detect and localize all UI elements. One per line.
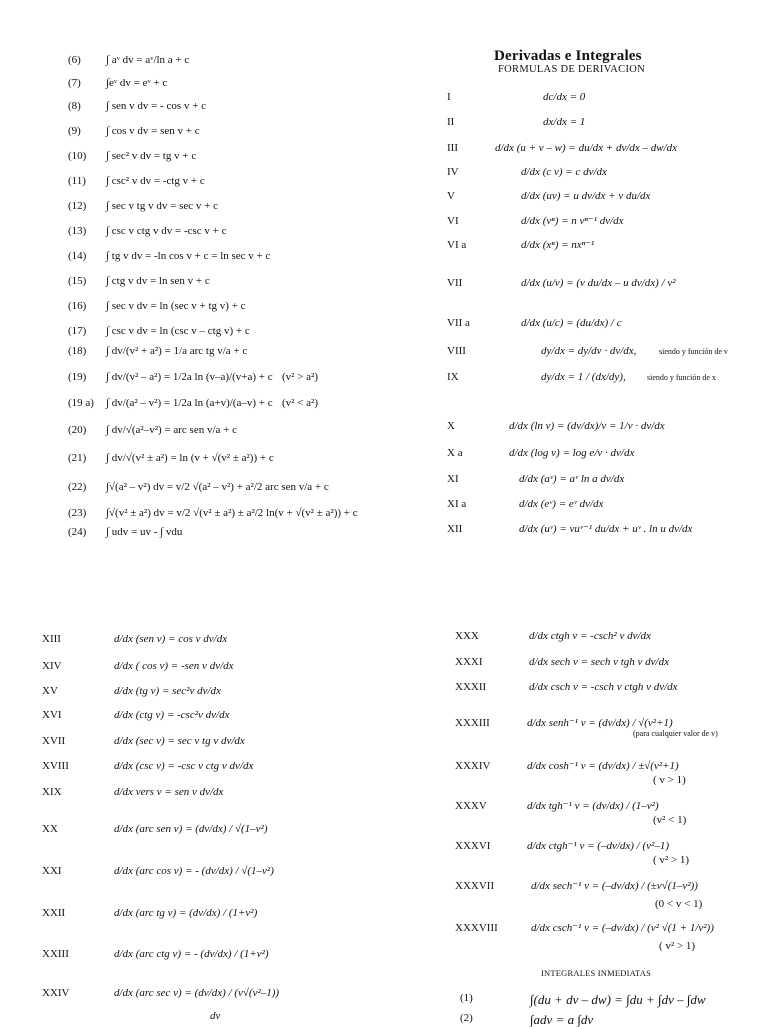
derivatives-right-list: XXX d/dx ctgh v = -csch² v dv/dx XXXI d/dx sech v = sech v tgh v dv/dx XXXII d/dx csch v = -csch v ctgh v dv/dx XXXIII d/dx senh⁻¹ v = (dv/dx) / √(v²+1) (para cualquier valor de v) XXXIV d/dx cosh⁻¹ v = (dv/dx) / ±√(v²+1) ( v > 1) XXXV d/dx tgh⁻¹ v = (dv/dx) / (1–v²) (v² < 1) XXXVI d/dx ctgh⁻¹ v = (–dv/dx) / (v²–1) ( v² > 1) XXXVII d/dx sech⁻¹ v = (–dv/dx) / (±v√(1–v²)) (0 < v < 1) XXXVIII d/dx csch⁻¹ v = (–dv/dx) / (v² √(1 + 1/v²)) ( v² > 1) xyxy=(455,630,718,952)
section-subtitle: FORMULAS DE DERIVACION xyxy=(498,64,646,75)
section-title-integrales-inmediatas: INTEGRALES INMEDIATAS xyxy=(541,968,651,978)
integrales-inmediatas-list: (1) ∫(du + dv – dw) = ∫du + ∫dv – ∫dw (2) ∫adv = a ∫dv xyxy=(460,992,706,1027)
derivatives-left-list: XIII d/dx (sen v) = cos v dv/dx XIV d/dx ( cos v) = -sen v dv/dx XV d/dx (tg v) = sec²v dv/dx XVI d/dx (ctg v) = -csc²v dv/dx XVII d/dx (sec v) = sec v tg v dv/dx XVIII d/dx (csc v) = -csc v ctg v dv/dx XIX d/dx vers v = sen v dv/dx XX d/dx (arc sen v) = (dv/dx) / √(1–v²) XXI d/dx (arc cos v) = - (dv/dx) / √(1–v²) XXII d/dx (arc tg v) = (dv/dx) / (1+v²) XXIII d/dx (arc ctg v) = - (dv/dx) / (1+v²) XXIV d/dx (arc sec v) = (dv/dx) / (v√(v²–1)) dv xyxy=(42,633,280,1022)
page-title: Derivadas e Integrales xyxy=(494,48,642,64)
derivatives-top-list: I dc/dx = 0 II dx/dx = 1 III d/dx (u + v – w) = du/dx + dv/dx – dw/dx IV d/dx (c v) = c dv/dx V d/dx (uv) = u dv/dx + v du/dx VI d/dx (vⁿ) = n vⁿ⁻¹ dv/dx VI a d/dx (xⁿ) = nxⁿ⁻¹ VII d/dx (u/v) = (v du/dx – u dv/dx) / v² VII a d/dx (u/c) = (du/dx) / c VIII dy/dx = dy/dv · dv/dx, siendo y función de v IX dy/dx = 1 / (dx/dy), siendo y función de x X d/dx (ln v) = (dv/dx)/v = 1/v · dv/dx X a d/dx (log v) = log e/v · dv/dx XI d/dx (aᵛ) = aᵛ ln a dv/dx XI a d/dx (eᵛ) = eᵛ dv/dx XII d/dx (uᵛ) = vuᵛ⁻¹ du/dx + uᵛ . ln u dv/dx xyxy=(447,91,728,535)
integrals-top-list: (6) ∫ aᵛ dv = aᵛ/ln a + c (7) ∫eᵛ dv = eᵛ + c (8) ∫ sen v dv = - cos v + c (9) ∫ cos v dv = sen v + c (10) ∫ sec² v dv = tg v + c (11) ∫ csc² v dv = -ctg v + c (12) ∫ sec v tg v dv = sec v + c (13) ∫ csc v ctg v dv = -csc v + c (14) ∫ tg v dv = -ln cos v + c = ln sec v + c (15) ∫ ctg v dv = ln sen v + c (16) ∫ sec v dv = ln (sec v + tg v) + c (17) ∫ csc v dv = ln (csc v – ctg v) + c (18) ∫ dv/(v² + a²) = 1/a arc tg v/a + c (19) ∫ dv/(v² – a²) = 1/2a ln (v–a)/(v+a) + c (v² > a²) (19 a) ∫ dv/(a² – v²) = 1/2a ln (a+v)/(a–v) + c (v² < a²) (20) ∫ dv/√(a²–v²) = arc sen v/a + c (21) ∫ dv/√(v² ± a²) = ln (v + √(v² ± a²)) + c (22) ∫√(a² – v²) dv = v/2 √(a² – v²) + a²/2 arc sen v/a + c (23) ∫√(v² ± a²) dv = v/2 √(v² ± a²) ± a²/2 ln(v + √(v² ± a²)) + c (24) ∫ udv = uv - ∫ vdu xyxy=(68,54,358,538)
